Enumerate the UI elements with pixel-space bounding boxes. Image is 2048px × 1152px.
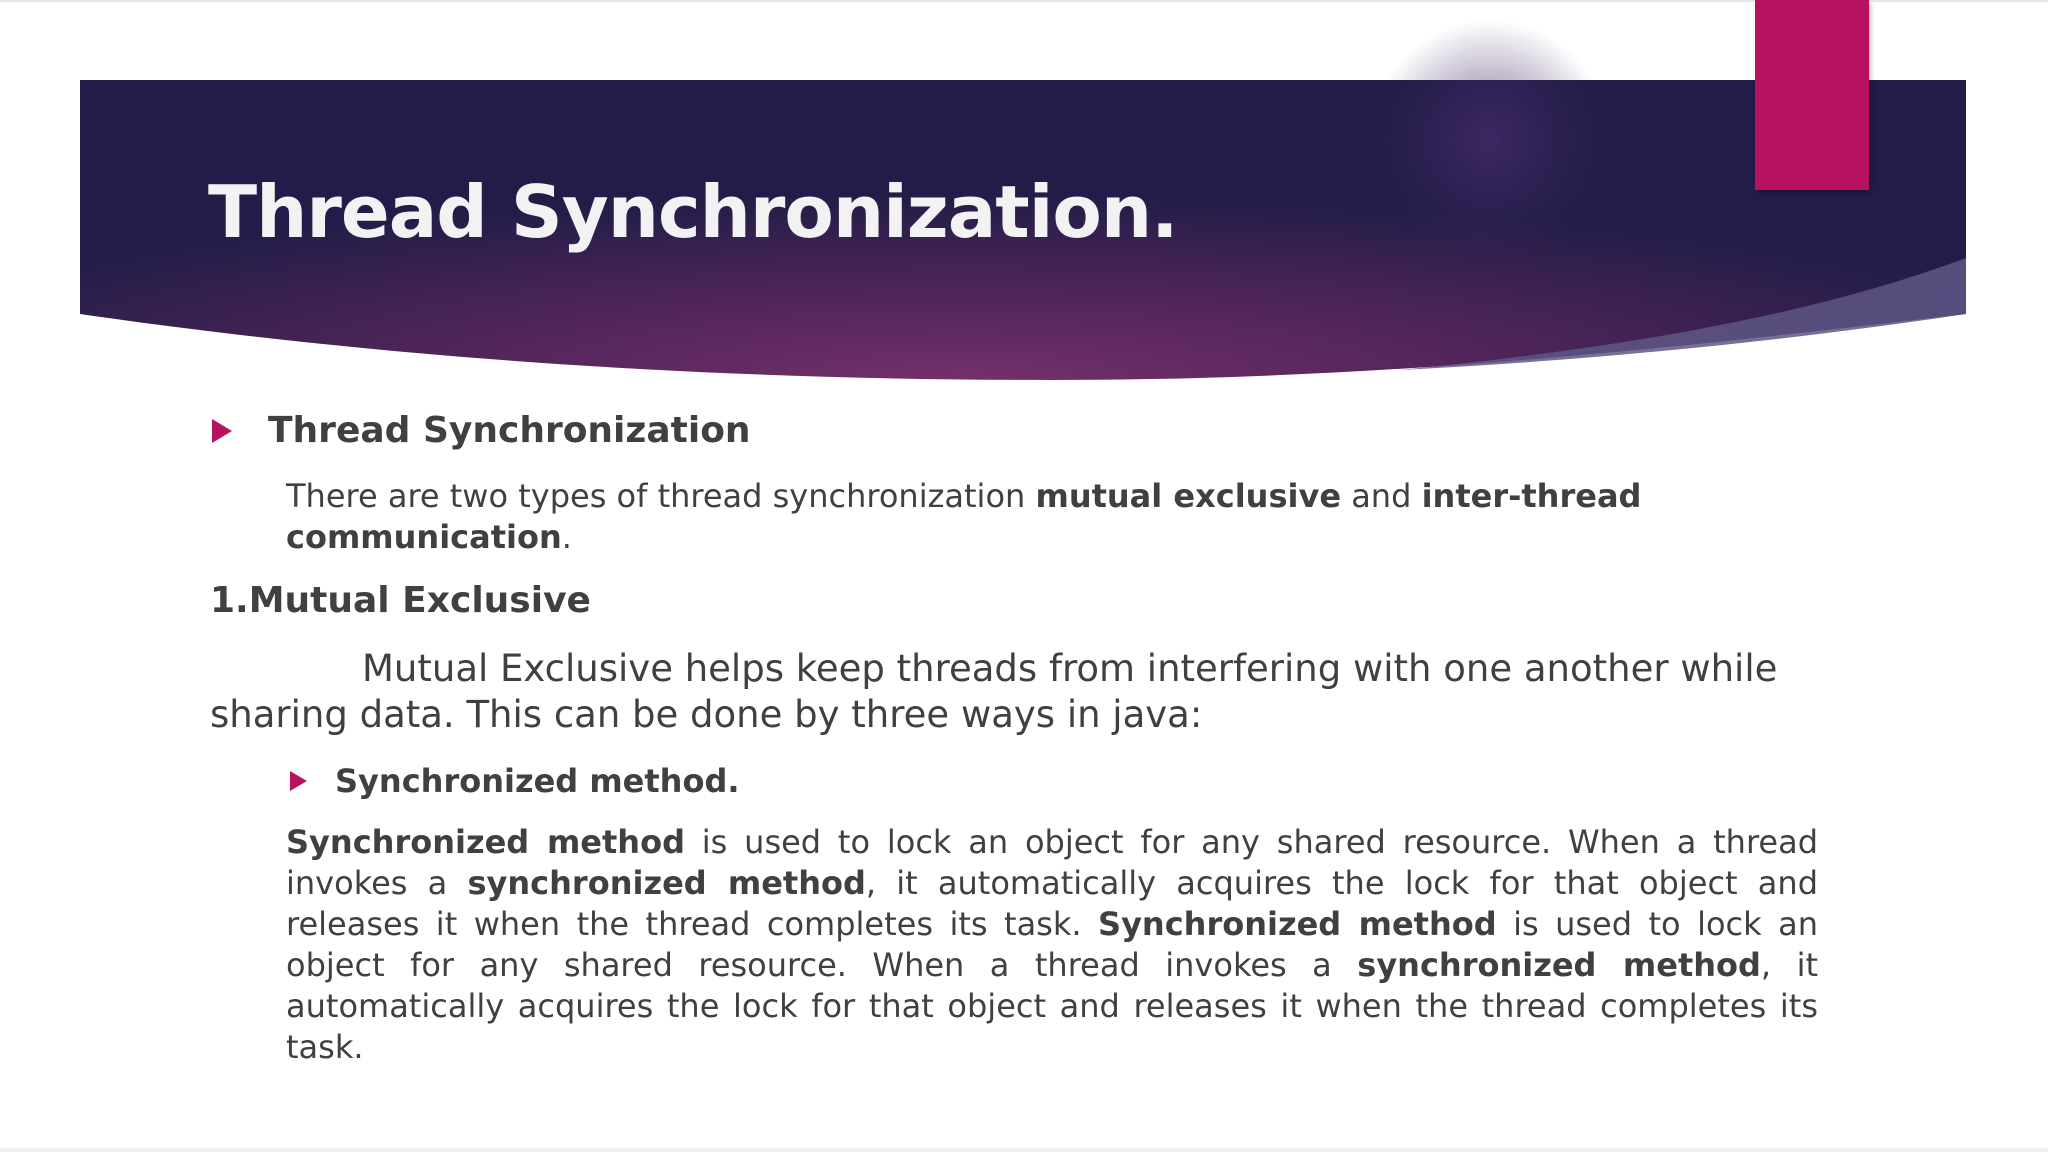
slide-title: Thread Synchronization.: [208, 170, 1178, 254]
bullet-heading: Thread Synchronization: [268, 410, 751, 451]
mutual-exclusive-paragraph: [210, 646, 1790, 738]
text-segment: , it automatically acquires the lock for that object and releases it when the thread completes its task.: [286, 864, 1819, 943]
bold-term: Synchronized method: [1098, 905, 1497, 943]
bullet-synchronized-method: [290, 762, 740, 800]
bullet-thread-synchronization: [212, 410, 751, 451]
bold-term: synchronized method: [1357, 946, 1761, 984]
bottom-border: [0, 1148, 2048, 1152]
text-segment: .: [561, 518, 572, 556]
synchronized-method-paragraph: [286, 822, 1818, 1068]
synchronization-types-paragraph: [286, 476, 1666, 558]
text-segment: There are two types of thread synchronization: [286, 477, 1036, 515]
accent-tab: [1755, 0, 1869, 190]
text-segment: is used to lock an object for any shared resource. When a thread invokes a: [286, 823, 1819, 902]
bold-term: Synchronized method: [286, 823, 685, 861]
text-segment: , it automatically acquires the lock for that object and releases it when the thread completes its task.: [286, 946, 1819, 1066]
bullet-heading: Synchronized method.: [335, 762, 740, 800]
text-segment: Mutual Exclusive helps keep threads from interfering with one another while sharing data. This can be done by three ways in java:: [210, 647, 1778, 736]
text-segment: is used to lock an object for any shared resource. When a thread invokes a: [286, 905, 1819, 984]
section-heading: 1.Mutual Exclusive: [210, 580, 591, 621]
bold-term: mutual exclusive: [1035, 477, 1342, 515]
bold-term: inter-thread communication: [286, 477, 1642, 556]
bold-term: synchronized method: [467, 864, 866, 902]
triangle-bullet-icon: [290, 771, 307, 791]
text-segment: and: [1341, 477, 1422, 515]
triangle-bullet-icon: [212, 419, 232, 443]
